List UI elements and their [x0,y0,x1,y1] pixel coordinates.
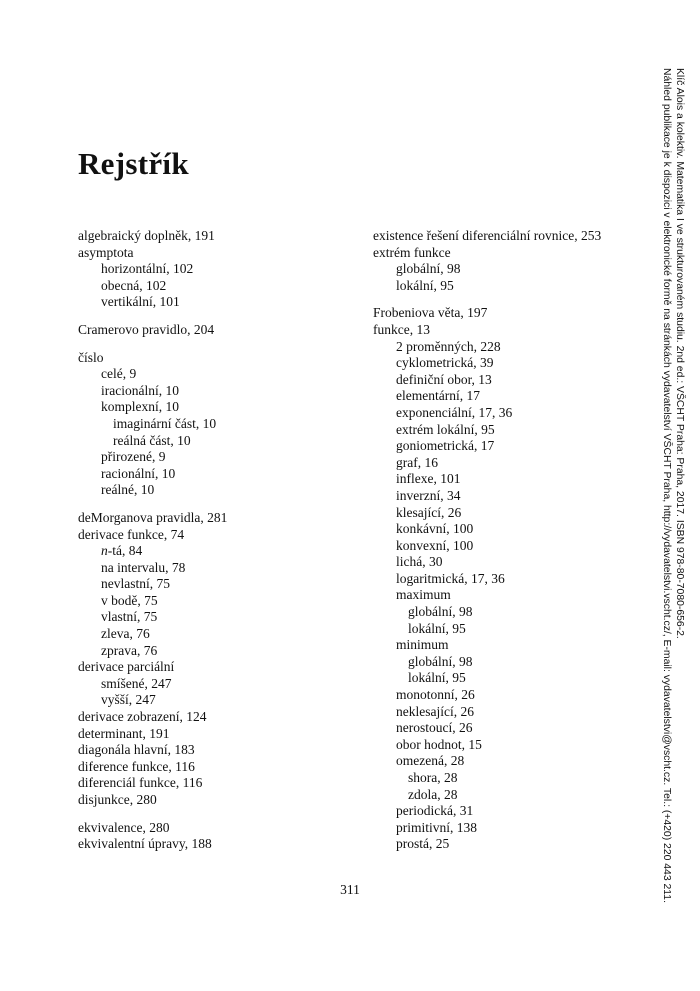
index-entry: derivace parciální [78,659,175,675]
index-entry: graf, 16 [396,454,438,470]
index-entry: globální, 98 [408,653,473,669]
index-entry: diagonála hlavní, 183 [78,742,195,758]
index-entry: horizontální, 102 [101,261,194,277]
index-entry: racionální, 10 [101,465,176,481]
index-entry: monotonní, 26 [396,687,475,703]
index-entry: globální, 98 [408,604,473,620]
page-number: 311 [340,882,360,897]
index-entry: extrém lokální, 95 [396,421,495,437]
index-entry: asymptota [78,244,134,260]
index-entry: vlastní, 75 [101,609,158,625]
index-entry: zdola, 28 [408,786,458,802]
index-entry: lichá, 30 [396,554,443,570]
side-note [660,68,686,928]
index-entry: na intervalu, 78 [101,559,186,575]
italic-term: n [101,543,108,559]
index-entry: celé, 9 [101,366,137,382]
index-entry: inverzní, 34 [396,487,461,503]
index-entry: diference funkce, 116 [78,758,195,774]
index-entry: Frobeniova věta, 197 [373,305,488,321]
index-entry: definiční obor, 13 [396,371,492,387]
index-entry: periodická, 31 [396,803,474,819]
index-entry: prostá, 25 [396,836,450,852]
index-entry: nevlastní, 75 [101,576,170,592]
index-entry: přirozené, 9 [101,449,166,465]
index-entry: obecná, 102 [101,277,167,293]
index-entry: primitivní, 138 [396,819,477,835]
index-entry: existence řešení diferenciální rovnice, 253 [373,228,602,243]
page-title: Rejstřík [78,146,189,181]
index-entry: shora, 28 [408,770,458,785]
index-entry: vyšší, 247 [101,692,156,708]
index-entry: cyklometrická, 39 [396,355,494,371]
index-entry: minimum [396,637,449,653]
index-entry: derivace funkce, 74 [78,526,185,542]
index-entry: funkce, 13 [373,321,430,337]
index-entry: v bodě, 75 [101,592,158,608]
index-entry: reálná část, 10 [113,432,191,448]
index-entry: Cramerovo pravidlo, 204 [78,321,215,337]
side-note-line: Klíč Alois a kolektiv. Matematika I ve strukturovaném studiu. 2nd ed.: VŠCHT Praha: Praha, 2017. ISBN 978-80-7080-656-2. [674,68,685,639]
index-entry: 2 proměnných, 228 [396,338,501,354]
index-entry: disjunkce, 280 [78,792,157,807]
index-entry: klesající, 26 [396,504,462,520]
index-entry: derivace zobrazení, 124 [78,709,207,725]
index-entry: lokální, 95 [396,277,454,293]
index-entry: imaginární část, 10 [113,415,217,431]
index-entry: ekvivalence, 280 [78,819,170,835]
index-entry: konkávní, 100 [396,521,474,537]
index-entry: vertikální, 101 [101,294,180,310]
index-entry: obor hodnot, 15 [396,736,482,752]
index-column-right [373,228,633,853]
index-entry: reálné, 10 [101,482,155,498]
index-entry: neklesající, 26 [396,703,474,719]
index-entry: exponenciální, 17, 36 [396,404,513,420]
index-entry: smíšené, 247 [101,675,172,691]
index-entry: lokální, 95 [408,670,466,686]
index-entry: zleva, 76 [101,626,150,642]
index-entry: komplexní, 10 [101,399,179,415]
index-entry: lokální, 95 [408,620,466,636]
index-entry: diferenciál funkce, 116 [78,775,203,791]
index-entry: logaritmická, 17, 36 [396,570,505,586]
index-entry [78,543,328,560]
index-entry: deMorganova pravidla, 281 [78,509,228,525]
index-entry: goniometrická, 17 [396,438,495,454]
index-entry: extrém funkce [373,244,451,260]
index-entry: algebraický doplněk, 191 [78,228,215,243]
index-entry: číslo [78,349,104,365]
index-entry: ekvivalentní úpravy, 188 [78,836,212,852]
index-entry: zprava, 76 [101,642,158,658]
index-entry: iracionální, 10 [101,382,179,398]
index-entry: nerostoucí, 26 [396,720,473,736]
index-entry: elementární, 17 [396,388,480,404]
index-entry: maximum [396,587,451,603]
entry-text: -tá, 84 [107,543,143,559]
index-entry: globální, 98 [396,261,461,277]
index-entry: konvexní, 100 [396,537,474,553]
side-note-line: Náhled publikace je k dispozici v elektronické formě na stránkách vydavatelství VŠCHT Praha, http://vydavatelstvi.vscht.cz/, E-mail: vydavatelstvi@vscht.cz. Tel.: (+420) 220 443 211. [661,68,672,903]
index-entry: inflexe, 101 [396,471,461,487]
index-entry: determinant, 191 [78,725,170,741]
index-column-left [78,228,328,853]
index-entry: omezená, 28 [396,753,465,769]
